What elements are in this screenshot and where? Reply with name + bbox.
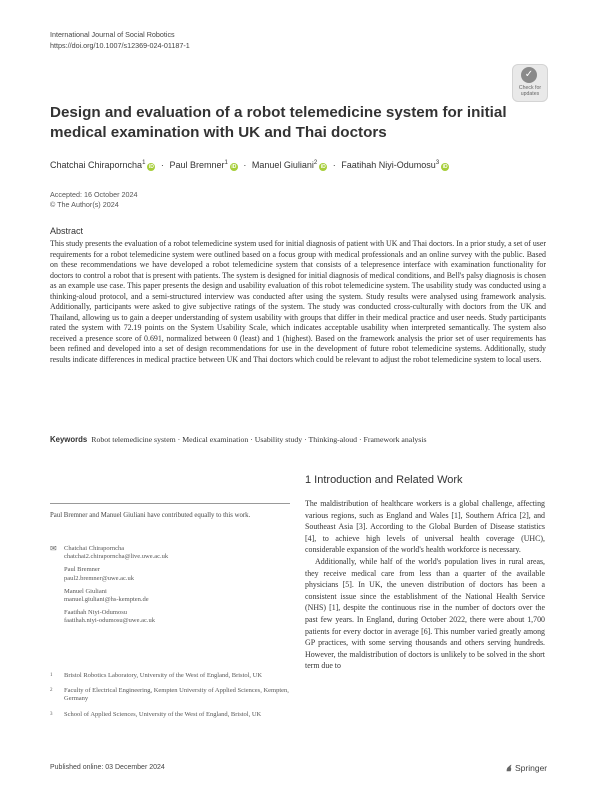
correspondence-email[interactable]: paul2.bremner@uwe.ac.uk xyxy=(64,574,135,582)
correspondence-entry xyxy=(64,588,294,604)
journal-header xyxy=(50,30,190,51)
affiliation-number: 2 xyxy=(50,688,53,694)
article-title: Design and evaluation of a robot telemedicine system for initial medical examination with UK and Thai doctors xyxy=(50,104,507,141)
orcid-icon[interactable]: iD xyxy=(148,164,154,170)
author-name: Faatihah Niyi-Odumosu xyxy=(341,160,436,170)
correspondence-email[interactable]: chatchai2.chiraporncha@live.uwe.ac.uk xyxy=(64,553,169,561)
orcid-icon[interactable]: iD xyxy=(231,164,237,170)
copyright: © The Author(s) 2024 xyxy=(50,200,119,209)
footnote-divider xyxy=(50,503,290,504)
author-affiliation-index: 2 xyxy=(313,160,318,166)
contribution-note: Paul Bremner and Manuel Giuliani have contributed equally to this work. xyxy=(50,512,251,519)
affiliation-text: Bristol Robotics Laboratory, University of the West of England, Bristol, UK xyxy=(64,672,263,679)
envelope-icon: ✉ xyxy=(50,544,57,553)
affiliation xyxy=(50,672,290,680)
affiliation-text: Faculty of Electrical Engineering, Kempten University of Applied Sciences, Kempten, Germany xyxy=(64,687,289,703)
journal-name: International Journal of Social Robotics xyxy=(50,30,175,39)
accepted-date: Accepted: 16 October 2024 xyxy=(50,190,138,199)
author-affiliation-index: 1 xyxy=(224,160,228,166)
correspondence-email[interactable]: manuel.giuliani@hs-kempten.de xyxy=(64,596,149,604)
abstract-text: This study presents the evaluation of a robot telemedicine system used for initial diagnosis of patient with UK and Thai doctors. In a prior study, a set of user requirements for a robot telemedicine system were outlined based on a focus group with medical professionals and an online survey with the public. Based on these recommendations we have developed a robot telemedicine system that consists of a telepresence interface with examination functionality for doctors to control a robot that is present with patients. The system is designed for initial diagnosis of medical conditions, and Bell's palsy diagnosis is chosen as an example use case. This paper presents the design and usability evaluation of this robot telemedicine system. The usability study was conducted using a thinking-aloud protocol, and a semi-structured interview was conducted after using the system. Study results were analysed using framework analysis. Additionally, participants were asked to give subjective ratings of the system. The study was conducted cross-culturally with doctors from the UK and Thailand, allowing us to gain a deeper understanding of system usability with groups that differ in their medical practice and user needs. Study participants rated the system with 72.19 points on the System Usability Scale, which indicates acceptable usability when interpreted semantically. The system also received a presence score of 0.691, normalized between 0 (least) and 1 (highest). Based on the framework analysis the prior set of user requirements has been refined and developed into a set of design recommendations for use in the development of future robot telemedicine systems. Additionally, study results indicate differences in medical practice between UK and Thai doctors which could be relevant to adjust the robot telemedicine system to local users. xyxy=(50,239,546,365)
doi-link[interactable]: https://doi.org/10.1007/s12369-024-01187-1 xyxy=(50,40,190,50)
intro-body xyxy=(305,498,545,672)
correspondence-entry xyxy=(64,566,294,582)
affiliation-text: School of Applied Sciences, University of the West of England, Bristol, UK xyxy=(64,710,262,718)
affiliation xyxy=(50,711,290,719)
springer-horse-icon xyxy=(505,764,513,772)
check-for-updates-label: Check for updates xyxy=(518,85,542,97)
abstract-heading: Abstract xyxy=(50,226,84,236)
author-name: Paul Bremner xyxy=(169,160,225,170)
orcid-icon[interactable]: iD xyxy=(320,164,326,170)
author-line: Chatchai Chiraporncha$^1$iD · Paul Bremner$^1$iD · Manuel Giuliani$^2$iD · Faatihah Niyi-Odumosu$^3$iD xyxy=(50,160,448,170)
orcid-icon[interactable]: iD xyxy=(442,164,448,170)
paragraph: Additionally, while half of the world's population lives in rural areas, they receive medical care from less than a quarter of the available physicians [5]. In UK, the uneven distribution of doctors has been a consistent issue since the establishment of the National Health Service (NHS) [1], despite the continuous rise in the number of doctors over the past few years. In England, during October 2022, there were about 1,700 patients for every doctor in average [6]. This number varied greatly among GP practices, with some serving thousands and others serving hundreds. However, the maldistribution of doctors is unlikely to be solved in the short term due to xyxy=(305,556,545,671)
article-meta xyxy=(50,190,138,210)
publisher-logo xyxy=(505,763,547,773)
author-affiliation-index: 3 xyxy=(435,160,440,166)
affiliation-number: 1 xyxy=(50,673,53,678)
publisher-name: Springer xyxy=(515,763,548,773)
check-for-updates-icon: ✓ xyxy=(521,67,537,83)
keywords-label: Keywords xyxy=(50,435,88,444)
author-name: Manuel Giuliani xyxy=(251,160,314,170)
section-heading: 1 Introduction and Related Work xyxy=(305,474,463,486)
author-name: Chatchai Chiraporncha xyxy=(50,160,143,170)
affiliation xyxy=(50,687,290,703)
affiliation-number: 3 xyxy=(50,711,53,717)
keywords xyxy=(50,435,550,445)
correspondence-entry xyxy=(64,545,294,561)
correspondence-name: Manuel Giuliani xyxy=(64,587,107,595)
affiliations xyxy=(50,672,290,726)
paragraph: The maldistribution of healthcare workers is a global challenge, affecting various regions, such as England and Wales [1], Southern Africa [2], and Southeast Asia [3]. According to the Global Burden of Disease statistics [4], to achieve high levels of universal health coverage (UHC), considerable expansion of the world's health workforce is necessary. xyxy=(305,499,545,555)
published-date: Published online: 03 December 2024 xyxy=(50,764,165,771)
correspondence-name: Chatchai Chiraporncha xyxy=(64,545,125,552)
correspondence-name: Paul Bremner xyxy=(64,566,100,574)
correspondence-name: Faatihah Niyi-Odumosu xyxy=(64,609,128,617)
author-affiliation-index: 1 xyxy=(142,160,146,166)
keywords-text: Robot telemedicine system · Medical examination · Usability study · Thinking-aloud · Framework analysis xyxy=(91,435,427,444)
correspondence-list xyxy=(64,545,294,631)
correspondence-entry xyxy=(64,609,294,625)
correspondence-email[interactable]: faatihah.niyi-odumosu@uwe.ac.uk xyxy=(64,617,156,625)
